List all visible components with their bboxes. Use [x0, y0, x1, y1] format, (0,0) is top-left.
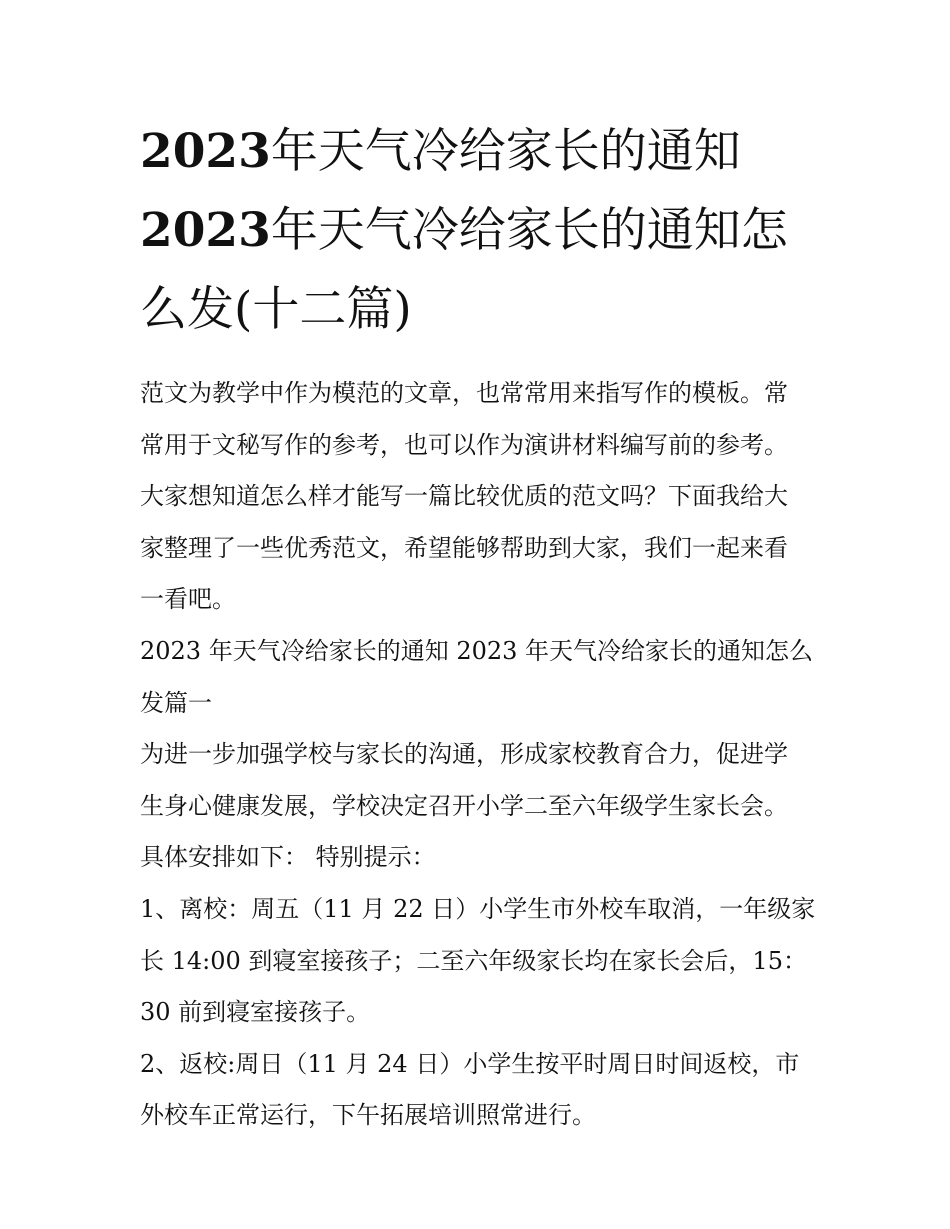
document-title [140, 112, 820, 349]
notice-body [140, 729, 820, 1142]
list-item-line: 30 前到寝室接孩子。 [140, 998, 371, 1027]
list-item-line: 长 14:00 到寝室接孩子；二至六年级家长均在家长会后，15： [140, 946, 807, 975]
paragraph-line: 具体安排如下： 特别提示： [140, 843, 436, 872]
section-heading-line: 发篇一 [140, 688, 212, 717]
title-year: 2023 [140, 203, 271, 258]
paragraph-line: 常用于文秘写作的参考，也可以作为演讲材料编写前的参考。 [140, 430, 788, 459]
paragraph-line: 大家想知道怎么样才能写一篇比较优质的范文吗？下面我给大 [140, 482, 788, 511]
title-text: 年天气冷给家长的通知 [270, 124, 741, 179]
intro-paragraph [140, 368, 820, 626]
title-line-3: 么发(十二篇) [140, 282, 412, 337]
paragraph-line: 为进一步加强学校与家长的沟通，形成家校教育合力，促进学 [140, 740, 788, 769]
document-page [140, 112, 820, 1142]
title-line-1 [140, 112, 820, 191]
list-item-line: 1、离校：周五（11 月 22 日）小学生市外校车取消，一年级家 [140, 894, 816, 923]
title-text: 年天气冷给家长的通知怎 [270, 203, 788, 258]
section-heading [140, 626, 820, 729]
list-item-line: 外校车正常运行，下午拓展培训照常进行。 [140, 1101, 596, 1130]
title-line-2 [140, 191, 820, 270]
paragraph-line: 一看吧。 [140, 585, 236, 614]
section-heading-line: 2023 年天气冷给家长的通知 2023 年天气冷给家长的通知怎么 [140, 636, 814, 665]
paragraph-line: 生身心健康发展，学校决定召开小学二至六年级学生家长会。 [140, 791, 788, 820]
paragraph-line: 家整理了一些优秀范文，希望能够帮助到大家，我们一起来看 [140, 533, 788, 562]
paragraph-line: 范文为教学中作为模范的文章，也常常用来指写作的模板。常 [140, 379, 788, 407]
list-item-line: 2、返校:周日（11 月 24 日）小学生按平时周日时间返校，市 [140, 1049, 800, 1078]
document-body [140, 368, 820, 1142]
title-year: 2023 [140, 124, 271, 179]
